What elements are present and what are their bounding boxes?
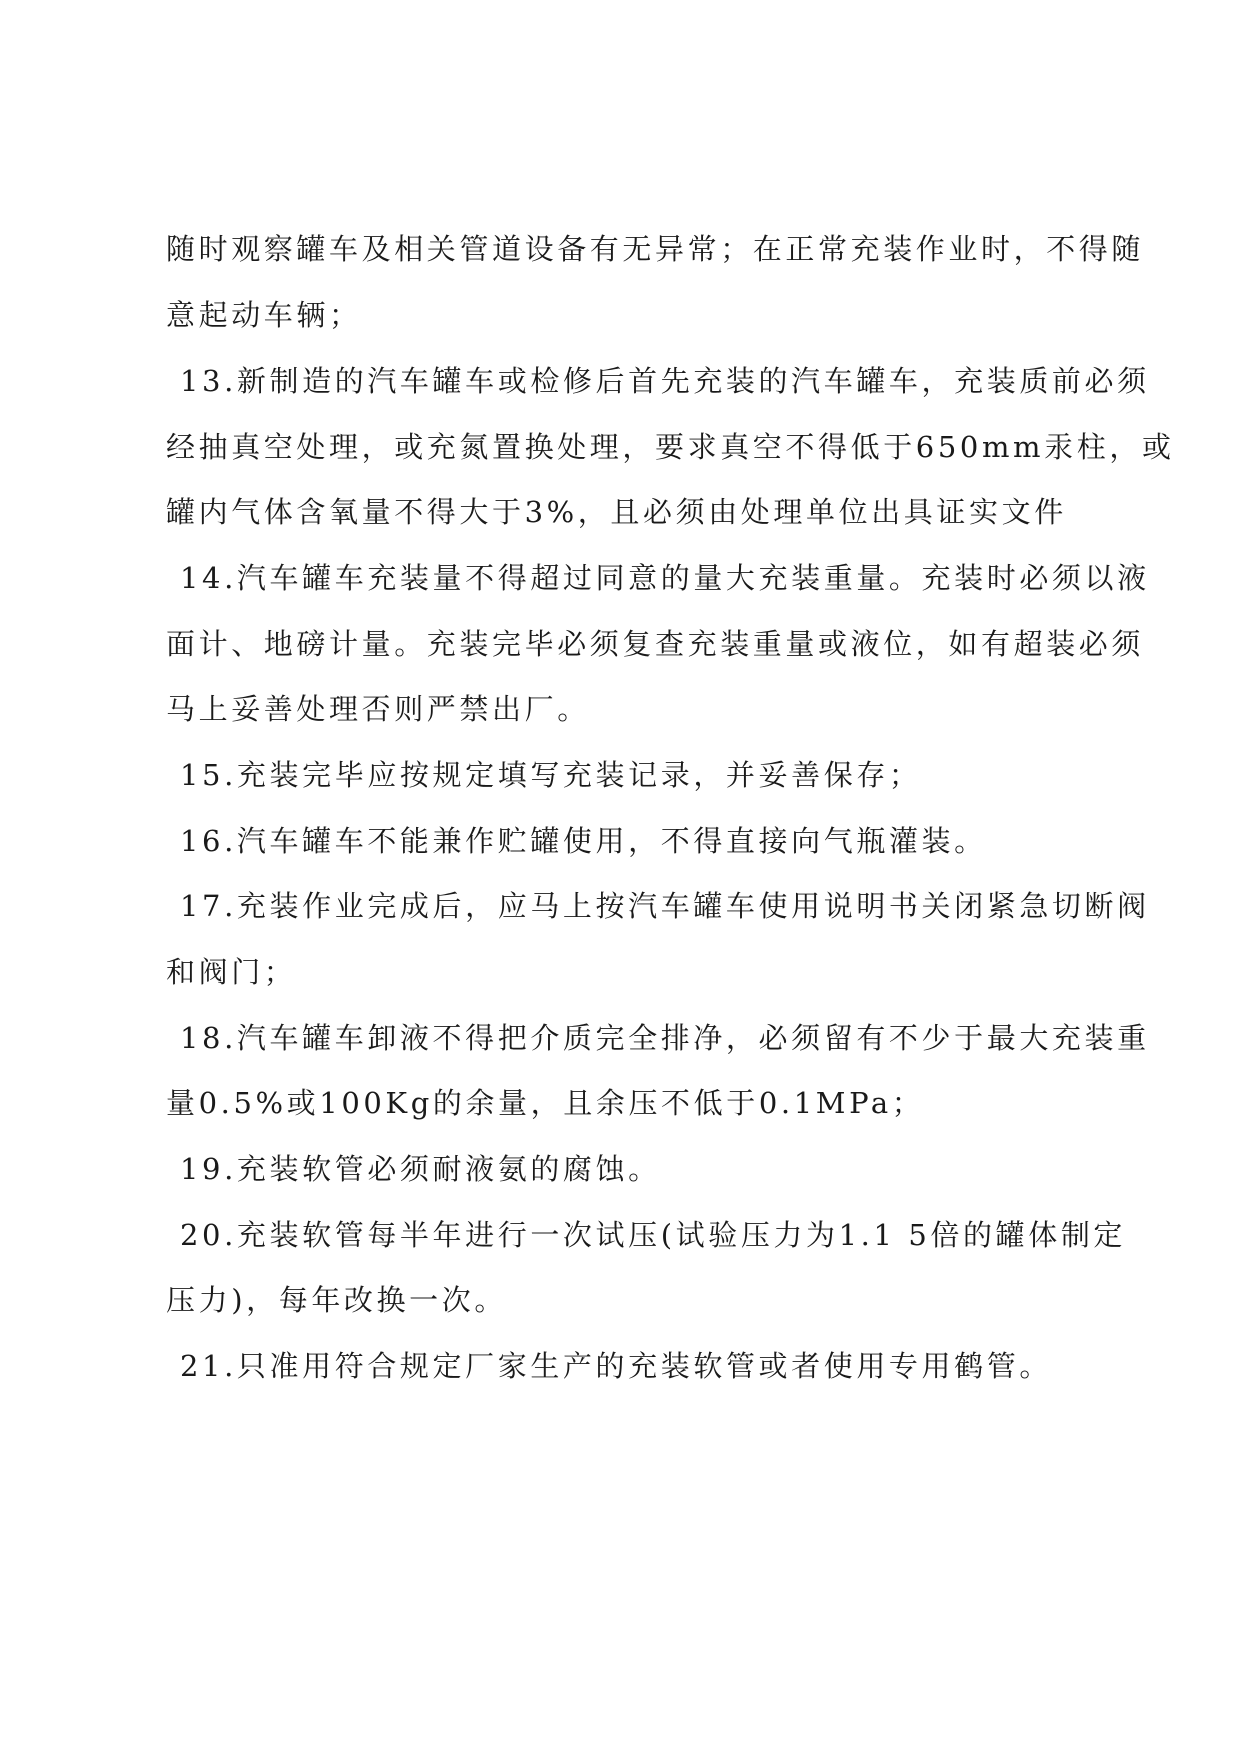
item-16-line: 16.汽车罐车不能兼作贮罐使用，不得直接向气瓶灌装。	[180, 824, 987, 858]
item-21-line: 21.只准用符合规定厂家生产的充装软管或者使用专用鹤管。	[180, 1349, 1052, 1383]
text-line: 马上妥善处理否则严禁出厂。	[166, 692, 590, 726]
item-17-line: 17.充装作业完成后，应马上按汽车罐车使用说明书关闭紧急切断阀	[180, 889, 1150, 923]
text-line: 经抽真空处理，或充氮置换处理，要求真空不得低于650mm汞柱，或	[166, 430, 1175, 464]
item-13-line: 13.新制造的汽车罐车或检修后首先充装的汽车罐车，充装质前必须	[180, 364, 1150, 398]
item-15-line: 15.充装完毕应按规定填写充装记录，并妥善保存；	[180, 758, 922, 792]
item-14-line: 14.汽车罐车充装量不得超过同意的量大充装重量。充装时必须以液	[180, 561, 1150, 595]
text-line: 意起动车辆；	[166, 298, 362, 332]
text-line: 压力)，每年改换一次。	[166, 1283, 507, 1317]
text-line: 量0.5%或100Kg的余量，且余压不低于0.1MPa；	[166, 1086, 925, 1120]
text-line: 面计、地磅计量。充装完毕必须复查充装重量或液位，如有超装必须	[166, 627, 1145, 661]
item-20-line: 20.充装软管每半年进行一次试压(试验压力为1.1 5倍的罐体制定	[180, 1218, 1127, 1252]
text-line: 随时观察罐车及相关管道设备有无异常；在正常充装作业时，不得随	[166, 232, 1145, 266]
item-18-line: 18.汽车罐车卸液不得把介质完全排净，必须留有不少于最大充装重	[180, 1021, 1150, 1055]
text-line: 和阀门；	[166, 955, 297, 989]
text-line: 罐内气体含氧量不得大于3%，且必须由处理单位出具证实文件	[166, 495, 1067, 529]
item-19-line: 19.充装软管必须耐液氨的腐蚀。	[180, 1152, 661, 1186]
